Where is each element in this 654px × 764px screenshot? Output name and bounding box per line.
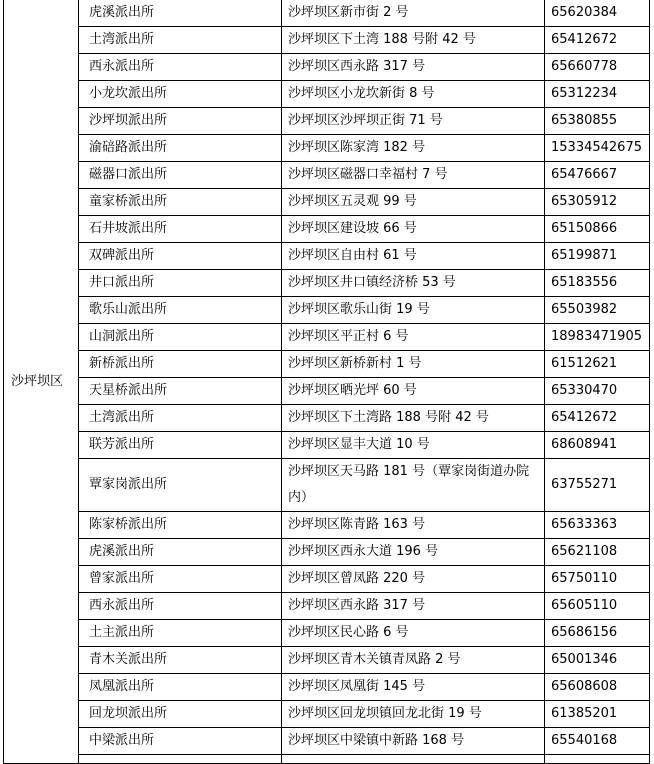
phone-cell: 65621108 bbox=[545, 539, 650, 566]
table-row bbox=[4, 459, 650, 512]
phone-cell: 65380855 bbox=[545, 108, 650, 135]
table-row bbox=[4, 405, 650, 432]
station-name-cell: 沙坪坝派出所 bbox=[79, 108, 282, 135]
station-name-cell: 联芳派出所 bbox=[79, 432, 282, 459]
table-row bbox=[4, 81, 650, 108]
address-cell: 沙坪坝区磁器口幸福村 7 号 bbox=[282, 162, 545, 189]
table-row-partial bbox=[4, 755, 650, 764]
station-name-cell: 渝碚路派出所 bbox=[79, 135, 282, 162]
station-name-cell: 土主派出所 bbox=[79, 620, 282, 647]
table-row bbox=[4, 620, 650, 647]
station-name-cell: 童家桥派出所 bbox=[79, 189, 282, 216]
phone-cell: 65412672 bbox=[545, 405, 650, 432]
phone-cell: 65150866 bbox=[545, 216, 650, 243]
table-row bbox=[4, 162, 650, 189]
table-row bbox=[4, 378, 650, 405]
station-name-cell: 虎溪派出所 bbox=[79, 539, 282, 566]
phone-cell: 61512621 bbox=[545, 351, 650, 378]
table-row bbox=[4, 297, 650, 324]
phone-cell: 18983471905 bbox=[545, 324, 650, 351]
table-row bbox=[4, 647, 650, 674]
address-cell: 沙坪坝区西永路 317 号 bbox=[282, 54, 545, 81]
address-cell: 沙坪坝区凤凰街 145 号 bbox=[282, 674, 545, 701]
phone-cell: 65620384 bbox=[545, 0, 650, 27]
station-name-cell: 回龙坝派出所 bbox=[79, 701, 282, 728]
table-row bbox=[4, 0, 650, 27]
phone-cell: 65183556 bbox=[545, 270, 650, 297]
station-name-cell: 曾家派出所 bbox=[79, 566, 282, 593]
table-row bbox=[4, 243, 650, 270]
phone-cell: 65412672 bbox=[545, 27, 650, 54]
address-cell: 沙坪坝区晒光坪 60 号 bbox=[282, 378, 545, 405]
address-cell: 沙坪坝区沙坪坝正街 71 号 bbox=[282, 108, 545, 135]
address-cell: 沙坪坝区新市街 2 号 bbox=[282, 0, 545, 27]
phone-cell: 65750110 bbox=[545, 566, 650, 593]
station-name-cell: 天星桥派出所 bbox=[79, 378, 282, 405]
phone-cell: 65608608 bbox=[545, 674, 650, 701]
station-name-cell: 青木关派出所 bbox=[79, 647, 282, 674]
phone-cell: 65633363 bbox=[545, 512, 650, 539]
station-name-cell: 歌乐山派出所 bbox=[79, 297, 282, 324]
address-cell: 沙坪坝区建设坡 66 号 bbox=[282, 216, 545, 243]
table-row bbox=[4, 270, 650, 297]
phone-cell: 65330470 bbox=[545, 378, 650, 405]
table-row bbox=[4, 324, 650, 351]
police-station-table bbox=[3, 0, 650, 764]
address-cell: 沙坪坝区自由村 61 号 bbox=[282, 243, 545, 270]
station-name-cell: 虎溪派出所 bbox=[79, 0, 282, 27]
phone-cell: 65199871 bbox=[545, 243, 650, 270]
address-cell: 沙坪坝区小龙坎新街 8 号 bbox=[282, 81, 545, 108]
address-cell: 沙坪坝区西永路 317 号 bbox=[282, 593, 545, 620]
table-row bbox=[4, 351, 650, 378]
address-cell: 沙坪坝区五灵观 99 号 bbox=[282, 189, 545, 216]
table-row bbox=[4, 593, 650, 620]
empty-cell bbox=[282, 755, 545, 764]
station-name-cell: 井口派出所 bbox=[79, 270, 282, 297]
phone-cell: 65540168 bbox=[545, 728, 650, 755]
address-cell: 沙坪坝区曾凤路 220 号 bbox=[282, 566, 545, 593]
phone-cell: 68608941 bbox=[545, 432, 650, 459]
address-cell: 沙坪坝区中梁镇中新路 168 号 bbox=[282, 728, 545, 755]
address-cell: 沙坪坝区下土湾 188 号附 42 号 bbox=[282, 27, 545, 54]
station-name-cell: 磁器口派出所 bbox=[79, 162, 282, 189]
table-row bbox=[4, 108, 650, 135]
table-row bbox=[4, 539, 650, 566]
address-cell: 沙坪坝区陈青路 163 号 bbox=[282, 512, 545, 539]
phone-cell: 65001346 bbox=[545, 647, 650, 674]
station-name-cell: 双碑派出所 bbox=[79, 243, 282, 270]
district-cell: 沙坪坝区 bbox=[4, 0, 79, 764]
table-row bbox=[4, 566, 650, 593]
station-name-cell: 陈家桥派出所 bbox=[79, 512, 282, 539]
address-cell: 沙坪坝区歌乐山街 19 号 bbox=[282, 297, 545, 324]
table-body bbox=[4, 0, 650, 764]
address-cell: 沙坪坝区新桥新村 1 号 bbox=[282, 351, 545, 378]
phone-cell: 15334542675 bbox=[545, 135, 650, 162]
table-row bbox=[4, 674, 650, 701]
station-name-cell: 中梁派出所 bbox=[79, 728, 282, 755]
address-cell: 沙坪坝区回龙坝镇回龙北街 19 号 bbox=[282, 701, 545, 728]
station-name-cell: 山洞派出所 bbox=[79, 324, 282, 351]
station-name-cell: 土湾派出所 bbox=[79, 27, 282, 54]
phone-cell: 65686156 bbox=[545, 620, 650, 647]
table-row bbox=[4, 27, 650, 54]
phone-cell: 65312234 bbox=[545, 81, 650, 108]
address-cell: 沙坪坝区天马路 181 号（覃家岗街道办院内） bbox=[282, 459, 545, 512]
phone-cell: 65660778 bbox=[545, 54, 650, 81]
station-name-cell: 石井坡派出所 bbox=[79, 216, 282, 243]
table-row bbox=[4, 512, 650, 539]
station-name-cell: 凤凰派出所 bbox=[79, 674, 282, 701]
address-cell: 沙坪坝区青木关镇青凤路 2 号 bbox=[282, 647, 545, 674]
table-row bbox=[4, 54, 650, 81]
phone-cell: 65605110 bbox=[545, 593, 650, 620]
station-name-cell: 小龙坎派出所 bbox=[79, 81, 282, 108]
phone-cell: 61385201 bbox=[545, 701, 650, 728]
address-cell: 沙坪坝区民心路 6 号 bbox=[282, 620, 545, 647]
table-row bbox=[4, 728, 650, 755]
address-cell: 沙坪坝区显丰大道 10 号 bbox=[282, 432, 545, 459]
table-row bbox=[4, 701, 650, 728]
station-name-cell: 新桥派出所 bbox=[79, 351, 282, 378]
phone-cell: 65305912 bbox=[545, 189, 650, 216]
address-cell: 沙坪坝区西永大道 196 号 bbox=[282, 539, 545, 566]
table-row bbox=[4, 189, 650, 216]
phone-cell: 63755271 bbox=[545, 459, 650, 512]
station-name-cell: 西永派出所 bbox=[79, 54, 282, 81]
phone-cell: 65476667 bbox=[545, 162, 650, 189]
table-row bbox=[4, 216, 650, 243]
station-name-cell: 西永派出所 bbox=[79, 593, 282, 620]
address-cell: 沙坪坝区平正村 6 号 bbox=[282, 324, 545, 351]
station-name-cell: 土湾派出所 bbox=[79, 405, 282, 432]
phone-cell: 65503982 bbox=[545, 297, 650, 324]
address-cell: 沙坪坝区井口镇经济桥 53 号 bbox=[282, 270, 545, 297]
table-row bbox=[4, 135, 650, 162]
table-row bbox=[4, 432, 650, 459]
address-cell: 沙坪坝区下土湾路 188 号附 42 号 bbox=[282, 405, 545, 432]
empty-cell bbox=[79, 755, 282, 764]
station-name-cell: 覃家岗派出所 bbox=[79, 459, 282, 512]
address-cell: 沙坪坝区陈家湾 182 号 bbox=[282, 135, 545, 162]
empty-cell bbox=[545, 755, 650, 764]
